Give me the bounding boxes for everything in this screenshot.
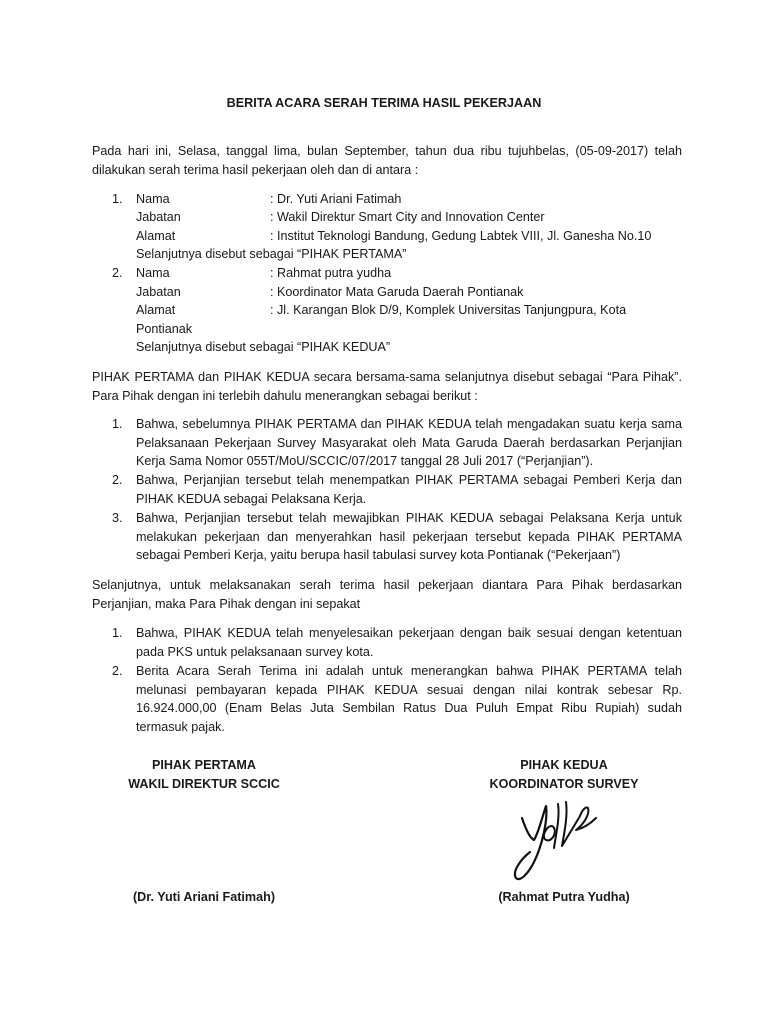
signature-left-title: WAKIL DIREKTUR SCCIC <box>128 777 280 791</box>
party-2-alamat-value: : Jl. Karangan Blok D/9, Komplek Universitas Tanjungpura, Kota <box>270 303 627 317</box>
list2-item-1 <box>112 624 682 661</box>
party-1-nama-value: : Dr. Yuti Ariani Fatimah <box>270 192 402 206</box>
signature-left-name: (Dr. Yuti Ariani Fatimah) <box>132 890 276 904</box>
intro-paragraph: Pada hari ini, Selasa, tanggal lima, bulan September, tahun dua ribu tujuhbelas, (05-09-2017) telah dilakukan serah terima hasil pekerjaan oleh dan di antara : <box>92 144 682 177</box>
list2-item-1-text: Bahwa, PIHAK KEDUA telah menyelesaikan pekerjaan dengan baik sesuai dengan ketentuan pada PKS untuk pelaksanaan survey kota. <box>136 626 682 659</box>
party-2-nama-value: : Rahmat putra yudha <box>270 266 392 280</box>
list1-item-3 <box>112 509 682 565</box>
party-2-alamat-label: Alamat <box>136 303 176 317</box>
party-1-designation: Selanjutnya disebut sebagai “PIHAK PERTAMA” <box>136 247 407 261</box>
party-1-jabatan-label: Jabatan <box>136 210 181 224</box>
list1-item-3-number: 3. <box>112 511 123 525</box>
party-2-jabatan-label: Jabatan <box>136 285 181 299</box>
list1-item-1-text: Bahwa, sebelumnya PIHAK PERTAMA dan PIHAK KEDUA telah mengadakan suatu kerja sama Pelaksanaan Pekerjaan Survey Masyarakat oleh Mata Garuda Daerah berdasarkan Perjanjian Kerja Sama Nomor 055T/MoU/SCCIC/07/2017 tanggal 28 Juli 2017 (“Perjanjian”). <box>136 417 682 469</box>
party-1-alamat-value: : Institut Teknologi Bandung, Gedung Labtek VIII, Jl. Ganesha No.10 <box>270 229 652 243</box>
handwritten-signature <box>500 796 620 888</box>
list1-item-1-number: 1. <box>112 417 123 431</box>
list1-item-2-number: 2. <box>112 473 123 487</box>
signature-left-role: PIHAK PERTAMA <box>151 758 256 772</box>
party-2-jabatan-value: : Koordinator Mata Garuda Daerah Pontianak <box>270 285 524 299</box>
list2-item-2 <box>112 662 682 736</box>
list1-item-3-text: Bahwa, Perjanjian tersebut telah mewajibkan PIHAK KEDUA sebagai Pelaksana Kerja untuk melakukan pekerjaan dan menyerahkan hasil pekerjaan tersebut kepada PIHAK PERTAMA sebagai Pemberi Kerja, yaitu berupa hasil tabulasi survey kota Pontianak (“Pekerjaan”) <box>136 511 682 563</box>
list1-item-2 <box>112 471 682 508</box>
party-2-designation: Selanjutnya disebut sebagai “PIHAK KEDUA” <box>136 340 391 354</box>
party-2-nama-label: Nama <box>136 266 170 280</box>
party-1-nama-label: Nama <box>136 192 170 206</box>
party-1-number: 1. <box>112 192 123 206</box>
list1-item-2-text: Bahwa, Perjanjian tersebut telah menempatkan PIHAK PERTAMA sebagai Pemberi Kerja dan PIHAK KEDUA sebagai Pelaksana Kerja. <box>136 473 682 506</box>
party-2-number: 2. <box>112 266 123 280</box>
para-pihak-paragraph: PIHAK PERTAMA dan PIHAK KEDUA secara bersama-sama selanjutnya disebut sebagai “Para Pihak”. Para Pihak dengan ini terlebih dahulu menerangkan sebagai berikut : <box>92 370 682 403</box>
party-1-jabatan-value: : Wakil Direktur Smart City and Innovation Center <box>270 210 545 224</box>
document-title: BERITA ACARA SERAH TERIMA HASIL PEKERJAAN <box>226 96 542 110</box>
party-1-alamat-label: Alamat <box>136 229 176 243</box>
signature-right-name: (Rahmat Putra Yudha) <box>498 890 630 904</box>
party-2-alamat-continuation: Pontianak <box>136 322 193 336</box>
list1-item-1 <box>112 415 682 471</box>
list2-item-1-number: 1. <box>112 626 123 640</box>
signature-right-title: KOORDINATOR SURVEY <box>489 777 639 791</box>
signature-right-role: PIHAK KEDUA <box>520 758 608 772</box>
list2-item-2-number: 2. <box>112 664 123 678</box>
list2-item-2-text: Berita Acara Serah Terima ini adalah untuk menerangkan bahwa PIHAK PERTAMA telah melunasi pembayaran kepada PIHAK KEDUA sesuai dengan nilai kontrak sebesar Rp. 16.924.000,00 (Enam Belas Juta Sembilan Ratus Dua Puluh Empat Ribu Rupiah) sudah termasuk pajak. <box>136 664 682 734</box>
selanjutnya-paragraph: Selanjutnya, untuk melaksanakan serah terima hasil pekerjaan diantara Para Pihak berdasarkan Perjanjian, maka Para Pihak dengan ini sepakat <box>92 578 682 611</box>
